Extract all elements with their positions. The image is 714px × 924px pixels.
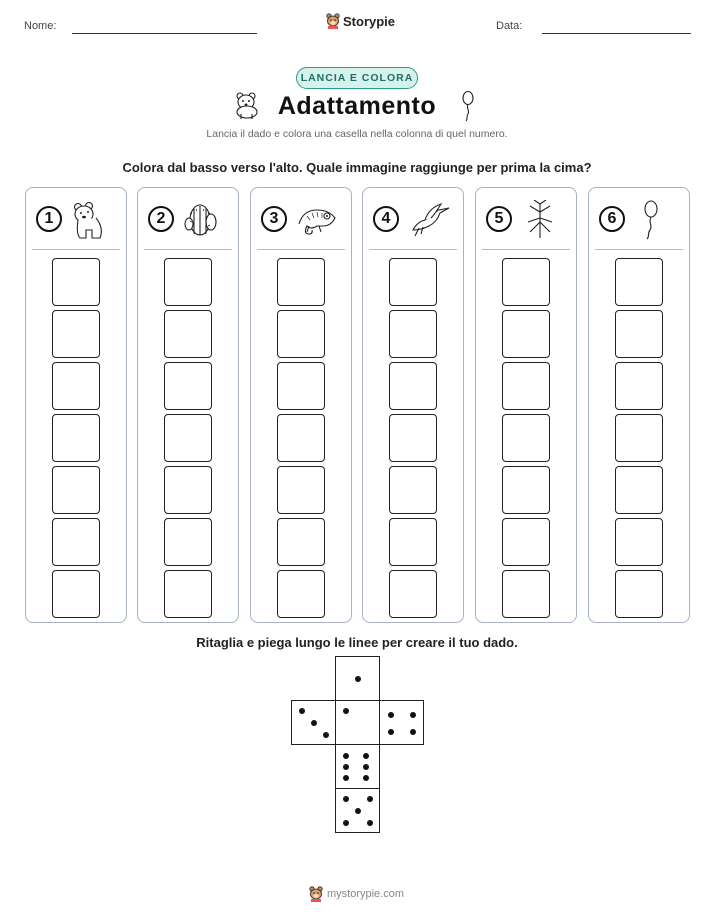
color-box[interactable] (164, 310, 212, 358)
stick-insect-icon (520, 200, 560, 240)
subtitle: Lancia il dado e colora una casella nella colonna di quel numero. (206, 128, 508, 140)
name-label: Nome: (24, 20, 57, 32)
color-box[interactable] (164, 466, 212, 514)
color-box[interactable] (389, 570, 437, 618)
bear-logo-icon (326, 13, 340, 29)
column-4 (362, 187, 464, 623)
color-box[interactable] (615, 466, 663, 514)
color-box[interactable] (615, 518, 663, 566)
column-divider (32, 249, 120, 250)
color-box[interactable] (389, 362, 437, 410)
column-number: 4 (373, 206, 399, 232)
storypie-logo (326, 13, 395, 29)
color-box[interactable] (389, 258, 437, 306)
spore-icon (633, 200, 673, 240)
color-box[interactable] (277, 362, 325, 410)
column-divider (482, 249, 570, 250)
die-face-1 (335, 656, 380, 701)
color-box[interactable] (389, 518, 437, 566)
color-box[interactable] (502, 258, 550, 306)
color-box[interactable] (502, 466, 550, 514)
name-line[interactable] (72, 33, 257, 34)
date-label: Data: (496, 20, 523, 32)
color-box[interactable] (615, 362, 663, 410)
color-box[interactable] (164, 414, 212, 462)
color-box[interactable] (502, 310, 550, 358)
color-box[interactable] (615, 258, 663, 306)
color-box[interactable] (502, 518, 550, 566)
column-number: 5 (486, 206, 512, 232)
color-box[interactable] (52, 466, 100, 514)
column-number: 6 (599, 206, 625, 232)
color-box[interactable] (277, 258, 325, 306)
color-box[interactable] (502, 414, 550, 462)
color-box[interactable] (52, 310, 100, 358)
column-divider (595, 249, 683, 250)
die-face-3 (291, 700, 336, 745)
polar-bear-icon (70, 200, 110, 240)
date-line[interactable] (542, 33, 691, 34)
column-divider (144, 249, 232, 250)
column-number: 1 (36, 206, 62, 232)
die-face-1 (335, 700, 380, 745)
column-1 (25, 187, 127, 623)
dice-caption: Ritaglia e piega lungo le linee per creare il tuo dado. (196, 635, 518, 650)
color-box[interactable] (389, 414, 437, 462)
column-number: 3 (261, 206, 287, 232)
cactus-icon (182, 200, 222, 240)
die-face-4 (379, 700, 424, 745)
spore-icon (456, 90, 480, 122)
color-box[interactable] (164, 362, 212, 410)
color-box[interactable] (502, 362, 550, 410)
column-6 (588, 187, 690, 623)
column-divider (257, 249, 345, 250)
color-box[interactable] (52, 518, 100, 566)
column-5 (475, 187, 577, 623)
footer-url[interactable]: mystorypie.com (327, 888, 405, 900)
chameleon-icon (295, 200, 339, 240)
color-box[interactable] (277, 518, 325, 566)
color-box[interactable] (164, 518, 212, 566)
color-box[interactable] (277, 570, 325, 618)
column-divider (369, 249, 457, 250)
color-box[interactable] (164, 570, 212, 618)
color-box[interactable] (277, 310, 325, 358)
color-box[interactable] (52, 258, 100, 306)
brand-name: Storypie (343, 13, 396, 29)
bear-logo-icon (309, 886, 323, 902)
footer (309, 886, 404, 902)
page-title: Adattamento (277, 92, 437, 120)
color-box[interactable] (52, 414, 100, 462)
color-box[interactable] (615, 570, 663, 618)
die-face-6 (335, 744, 380, 789)
color-box[interactable] (389, 310, 437, 358)
color-box[interactable] (52, 570, 100, 618)
column-number: 2 (148, 206, 174, 232)
color-box[interactable] (389, 466, 437, 514)
column-2 (137, 187, 239, 623)
column-3 (250, 187, 352, 623)
color-box[interactable] (164, 258, 212, 306)
instruction: Colora dal basso verso l'alto. Quale immagine raggiunge per prima la cima? (122, 160, 592, 175)
color-box[interactable] (615, 414, 663, 462)
die-face-5 (335, 788, 380, 833)
hummingbird-icon (407, 200, 451, 240)
activity-badge: LANCIA E COLORA (296, 67, 418, 89)
color-box[interactable] (277, 414, 325, 462)
color-box[interactable] (52, 362, 100, 410)
color-box[interactable] (277, 466, 325, 514)
color-box[interactable] (502, 570, 550, 618)
color-box[interactable] (615, 310, 663, 358)
